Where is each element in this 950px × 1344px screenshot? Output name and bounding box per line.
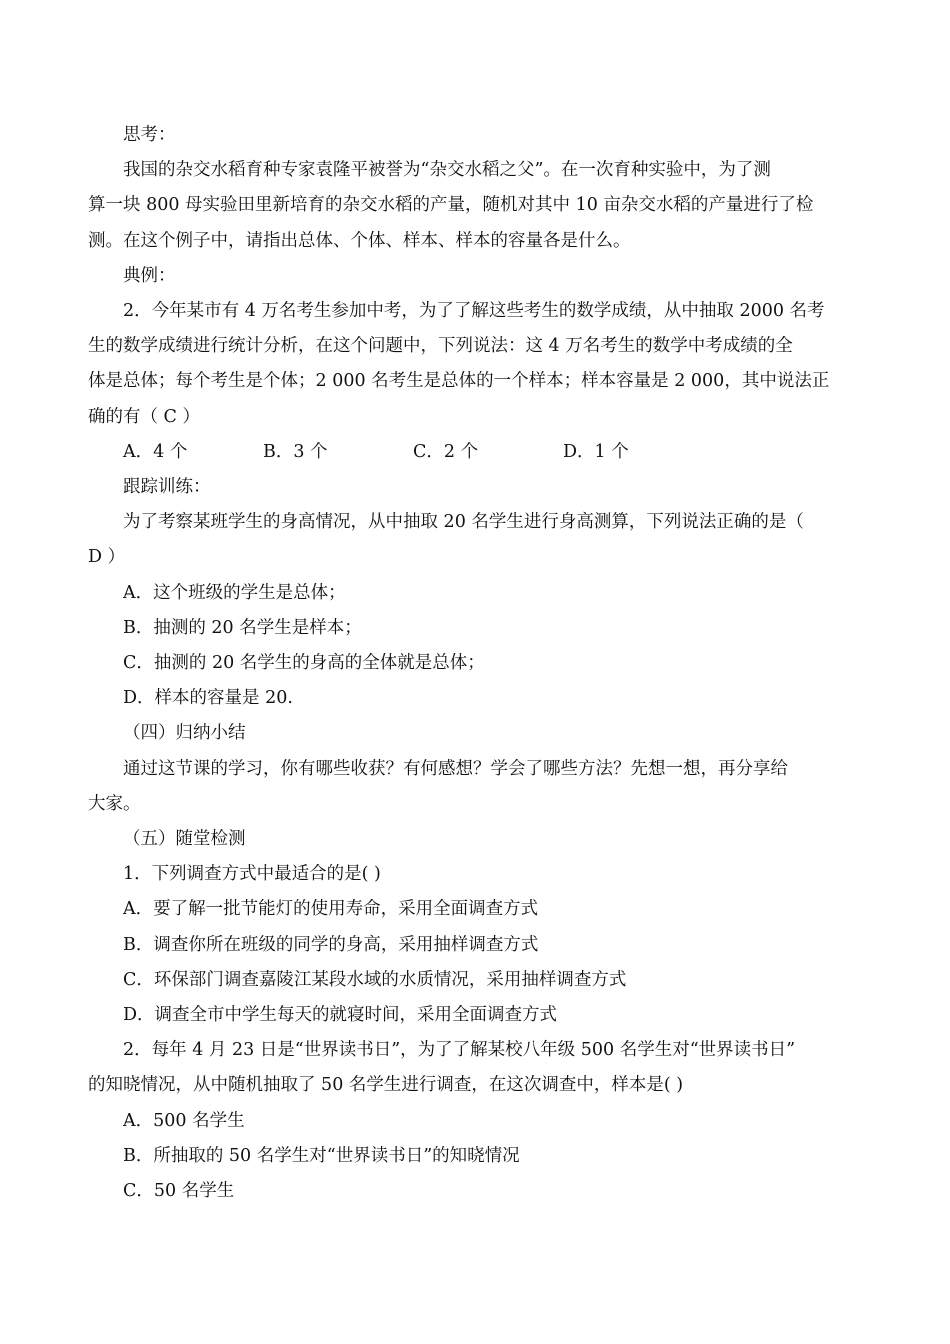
example-options-row bbox=[88, 435, 863, 470]
training-option-c: C．抽测的 20 名学生的身高的全体就是总体； bbox=[123, 653, 485, 674]
question-1-stem: 1．下列调查方式中最适合的是( ) bbox=[123, 864, 381, 885]
question-2-stem-line-1: 2．每年 4 月 23 日是“世界读书日”，为了了解某校八年级 500 名学生对“世界读书日” bbox=[123, 1040, 796, 1061]
summary-heading: （四）归纳小结 bbox=[123, 723, 246, 744]
example-option-b: B．3 个 bbox=[263, 441, 328, 462]
question-2-stem-line-2: 的知晓情况，从中随机抽取了 50 名学生进行调查，在这次调查中，样本是( ) bbox=[88, 1075, 684, 1096]
question-2-option-a: A．500 名学生 bbox=[123, 1110, 245, 1131]
training-question-line-2: D ） bbox=[88, 547, 126, 568]
question-1-option-a: A．要了解一批节能灯的使用寿命，采用全面调查方式 bbox=[123, 899, 539, 920]
test-heading: （五）随堂检测 bbox=[123, 829, 246, 850]
summary-paragraph-line-1: 通过这节课的学习，你有哪些收获？有何感想？学会了哪些方法？先想一想，再分享给 bbox=[123, 758, 788, 779]
question-1-option-b: B．调查你所在班级的同学的身高，采用抽样调查方式 bbox=[123, 934, 539, 955]
think-paragraph-line-2: 算一块 800 母实验田里新培育的杂交水稻的产量，随机对其中 10 亩杂交水稻的产量进行了检 bbox=[88, 195, 814, 216]
example-option-d: D．1 个 bbox=[563, 441, 629, 462]
question-1-option-d: D．调查全市中学生每天的就寝时间，采用全面调查方式 bbox=[123, 1005, 558, 1026]
training-option-d: D．样本的容量是 20. bbox=[123, 688, 293, 709]
example-option-c: C．2 个 bbox=[413, 441, 479, 462]
training-option-b: B．抽测的 20 名学生是样本； bbox=[123, 617, 362, 638]
example-question-line-2: 生的数学成绩进行统计分析，在这个问题中，下列说法：这 4 万名考生的数学中考成绩的全 bbox=[88, 336, 793, 357]
think-heading: 思考： bbox=[123, 125, 176, 145]
think-paragraph-line-3: 测。在这个例子中，请指出总体、个体、样本、样本的容量各是什么。 bbox=[88, 230, 631, 251]
training-question-line-1: 为了考察某班学生的身高情况，从中抽取 20 名学生进行身高测算，下列说法正确的是（ bbox=[123, 512, 804, 533]
training-heading: 跟踪训练： bbox=[123, 477, 211, 498]
question-2-option-b: B．所抽取的 50 名学生对“世界读书日”的知晓情况 bbox=[123, 1145, 520, 1166]
example-heading: 典例： bbox=[123, 265, 176, 286]
example-question-line-4: 确的有（ C ） bbox=[88, 406, 201, 427]
question-1-option-c: C．环保部门调查嘉陵江某段水域的水质情况，采用抽样调查方式 bbox=[123, 969, 627, 990]
example-question-line-1: 2．今年某市有 4 万名考生参加中考，为了了解这些考生的数学成绩，从中抽取 2000 名考 bbox=[123, 301, 825, 322]
document-body bbox=[88, 118, 863, 1209]
think-paragraph-line-1: 我国的杂交水稻育种专家袁隆平被誉为“杂交水稻之父”。在一次育种实验中，为了测 bbox=[123, 160, 771, 181]
example-question-line-3: 体是总体；每个考生是个体；2 000 名考生是总体的一个样本；样本容量是 2 000，其中说法正 bbox=[88, 371, 830, 392]
training-option-a: A．这个班级的学生是总体； bbox=[123, 582, 346, 603]
summary-paragraph-line-2: 大家。 bbox=[88, 793, 141, 814]
example-option-a: A．4 个 bbox=[123, 441, 188, 462]
question-2-option-c: C．50 名学生 bbox=[123, 1181, 235, 1202]
